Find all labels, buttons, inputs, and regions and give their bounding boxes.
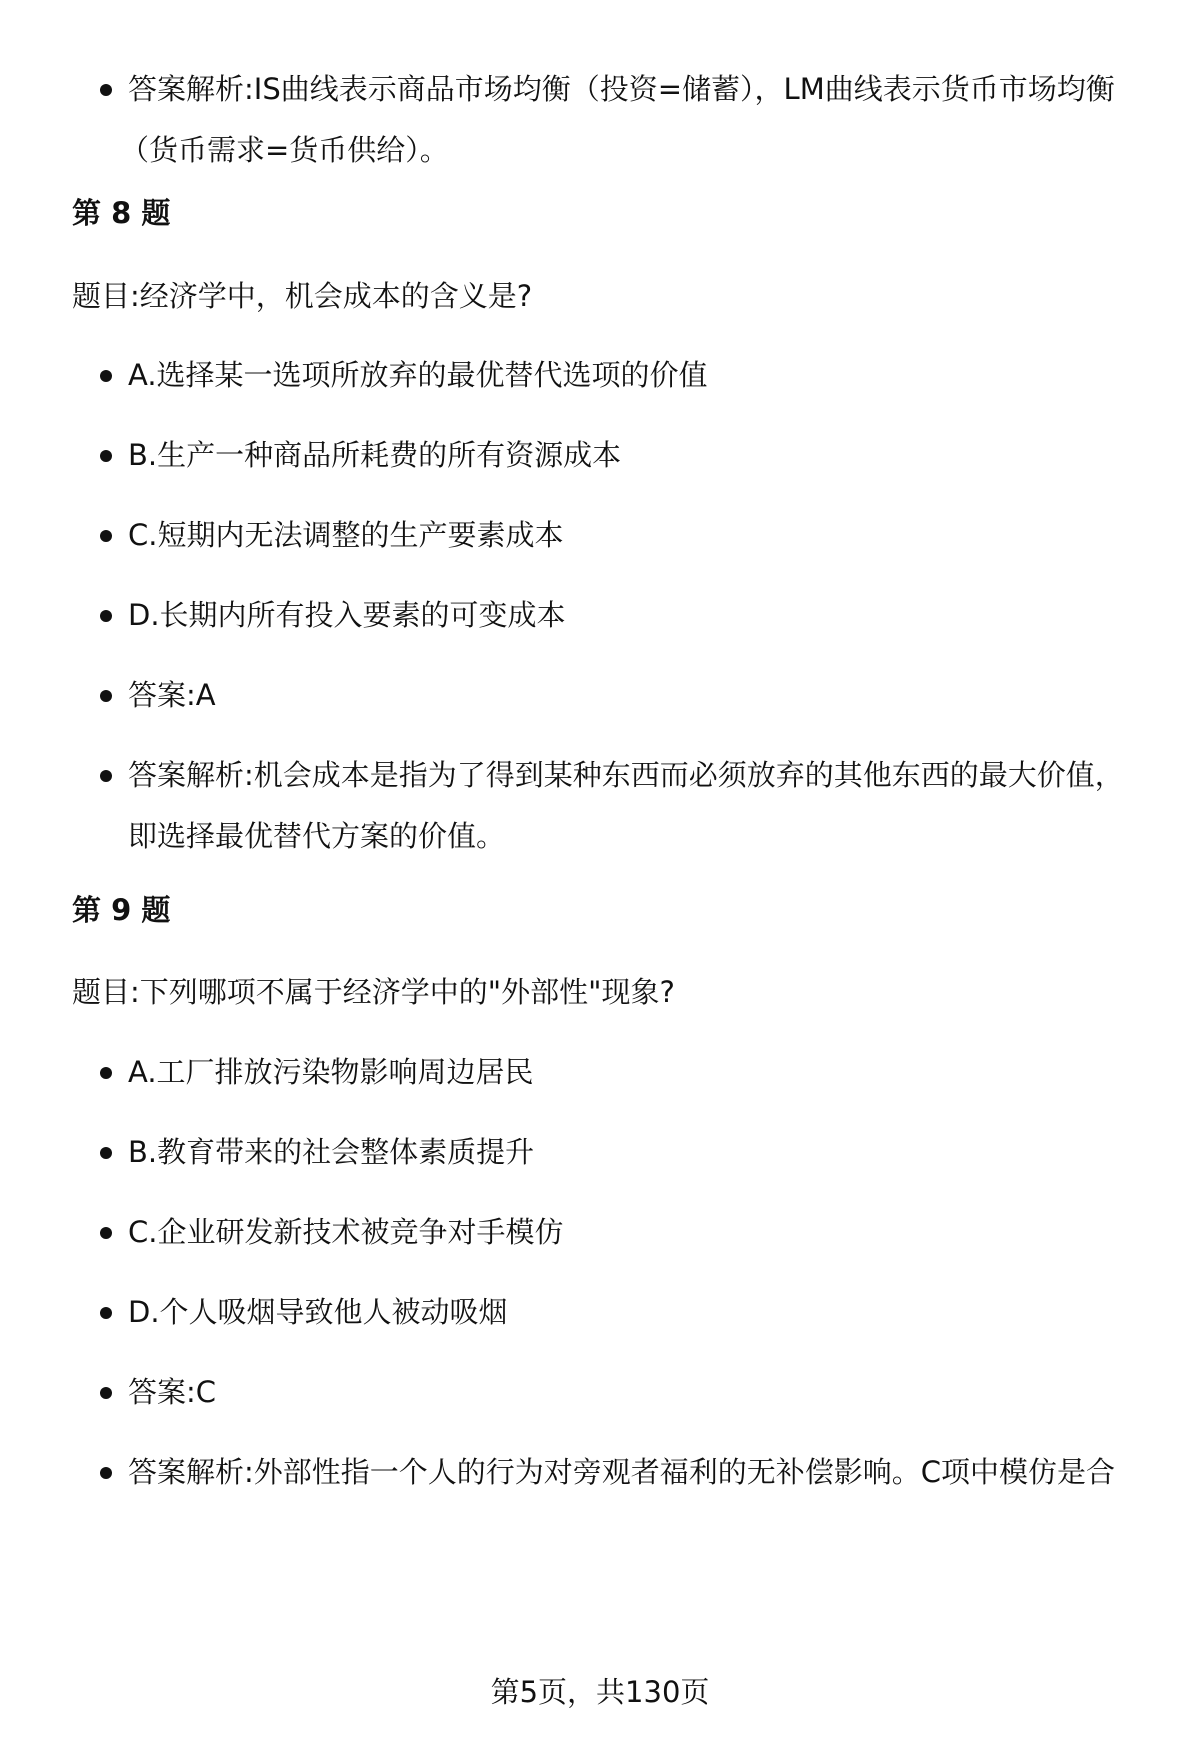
explanation-line: 答案解析:IS曲线表示商品市场均衡（投资=储蓄），LM曲线表示货币市场均衡 (128, 72, 1115, 106)
bullet-icon (100, 1147, 112, 1159)
answer: 答案:A (128, 678, 216, 712)
bullet-icon (100, 770, 112, 782)
explanation-line: 答案解析:机会成本是指为了得到某种东西而必须放弃的其他东西的最大价值， (128, 758, 1124, 792)
option-c: C.短期内无法调整的生产要素成本 (128, 518, 564, 552)
explanation-line: 答案解析:外部性指一个人的行为对旁观者福利的无补偿影响。C项中模仿是合 (128, 1455, 1116, 1489)
question-heading: 第 9 题 (72, 893, 171, 927)
answer-explanation (120, 59, 1168, 181)
option-d: D.个人吸烟导致他人被动吸烟 (128, 1295, 508, 1329)
bullet-icon (100, 610, 112, 622)
bullet-icon (100, 1387, 112, 1399)
bullet-icon (100, 1467, 112, 1479)
bullet-icon (100, 690, 112, 702)
question-text: 题目:经济学中，机会成本的含义是? (72, 279, 533, 313)
bullet-icon (100, 370, 112, 382)
question-heading: 第 8 题 (72, 196, 171, 230)
option-d: D.长期内所有投入要素的可变成本 (128, 598, 566, 632)
bullet-icon (100, 1307, 112, 1319)
explanation-line: （货币需求=货币供给）。 (120, 133, 449, 167)
question-text: 题目:下列哪项不属于经济学中的"外部性"现象? (72, 975, 675, 1009)
answer-explanation (128, 745, 1168, 867)
option-a: A.工厂排放污染物影响周边居民 (128, 1055, 534, 1089)
bullet-icon (100, 1227, 112, 1239)
answer: 答案:C (128, 1375, 217, 1409)
explanation-line: 即选择最优替代方案的价值。 (128, 819, 506, 853)
answer-explanation (128, 1442, 1168, 1503)
option-b: B.教育带来的社会整体素质提升 (128, 1135, 535, 1169)
option-c: C.企业研发新技术被竞争对手模仿 (128, 1215, 564, 1249)
bullet-icon (100, 84, 112, 96)
bullet-icon (100, 1067, 112, 1079)
option-b: B.生产一种商品所耗费的所有资源成本 (128, 438, 622, 472)
page-indicator: 第5页，共130页 (490, 1675, 710, 1709)
bullet-icon (100, 450, 112, 462)
bullet-icon (100, 530, 112, 542)
option-a: A.选择某一选项所放弃的最优替代选项的价值 (128, 358, 708, 392)
